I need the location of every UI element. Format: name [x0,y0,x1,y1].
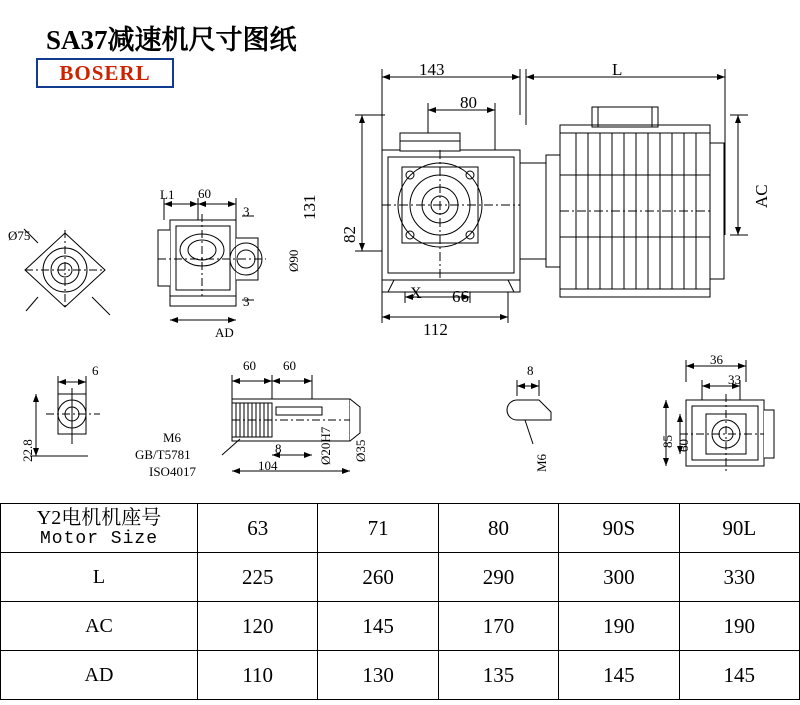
table-row [1,553,800,602]
label-3-bottom: 3 [243,294,250,309]
label-33: 33 [728,372,741,387]
dim-AC: AC [752,184,771,208]
label-60-a: 60 [243,358,256,373]
dim-82: 82 [340,226,359,243]
cell-AD-63: 110 [198,651,318,700]
specification-table [0,503,800,700]
motor-size-label-cn: Y2电机机座号 [36,506,162,529]
row-label-L: L [1,553,198,602]
label-8-shaft: 8 [275,441,282,456]
dim-112: 112 [423,320,448,339]
dim-X: X [410,285,422,302]
cell-L-71: 260 [318,553,438,602]
label-60-foot: 60 [676,439,691,452]
dim-131: 131 [300,194,319,220]
row-label-AD: AD [1,651,198,700]
label-M6-detail: M6 [534,453,549,472]
label-iso4017: ISO4017 [149,464,196,479]
table-header-size-90s: 90S [559,504,679,553]
cell-AC-90l: 190 [679,602,799,651]
cell-L-90l: 330 [679,553,799,602]
table-header-size-71: 71 [318,504,438,553]
label-M6-bolt: M6 [163,430,182,445]
table-header-size-90l: 90L [679,504,799,553]
label-60-side: 60 [198,186,211,201]
row-label-AC: AC [1,602,198,651]
label-22-8: 22.8 [20,439,35,462]
label-3-top: 3 [243,204,250,219]
label-6: 6 [92,363,99,378]
cell-L-80: 290 [438,553,558,602]
dim-143: 143 [419,60,445,79]
cell-AC-71: 145 [318,602,438,651]
table-header-row [1,504,800,553]
dim-80: 80 [460,93,477,112]
label-36: 36 [710,352,723,367]
label-8-detail: 8 [527,363,534,378]
table-header-size-63: 63 [198,504,318,553]
motor-size-label-en: Motor Size [39,529,159,550]
label-gb-t5781: GB/T5781 [135,447,191,462]
cell-AD-71: 130 [318,651,438,700]
cell-AC-80: 170 [438,602,558,651]
label-diameter-35: Ø35 [353,439,368,462]
table-row [1,602,800,651]
table-header-label [1,504,198,553]
brand-logo-label: BOSERL [59,60,151,85]
label-AD: AD [215,325,234,340]
cell-AD-80: 135 [438,651,558,700]
label-85: 85 [660,435,675,448]
cell-AC-90s: 190 [559,602,679,651]
table-header-size-80: 80 [438,504,558,553]
dim-L: L [612,60,623,79]
cell-AD-90s: 145 [559,651,679,700]
page-title: SA37减速机尺寸图纸 [46,25,297,55]
table-row [1,651,800,700]
brand-logo-box [36,58,174,88]
cell-AD-90l: 145 [679,651,799,700]
label-diameter-75: Ø75 [8,228,31,243]
label-bore-20H7: Ø20H7 [318,426,333,465]
label-60-b: 60 [283,358,296,373]
dim-66: 66 [452,287,469,306]
cell-L-63: 225 [198,553,318,602]
label-diameter-90: Ø90 [286,249,301,272]
label-L1: L1 [160,187,175,202]
label-104: 104 [258,458,278,473]
cell-AC-63: 120 [198,602,318,651]
cell-L-90s: 300 [559,553,679,602]
